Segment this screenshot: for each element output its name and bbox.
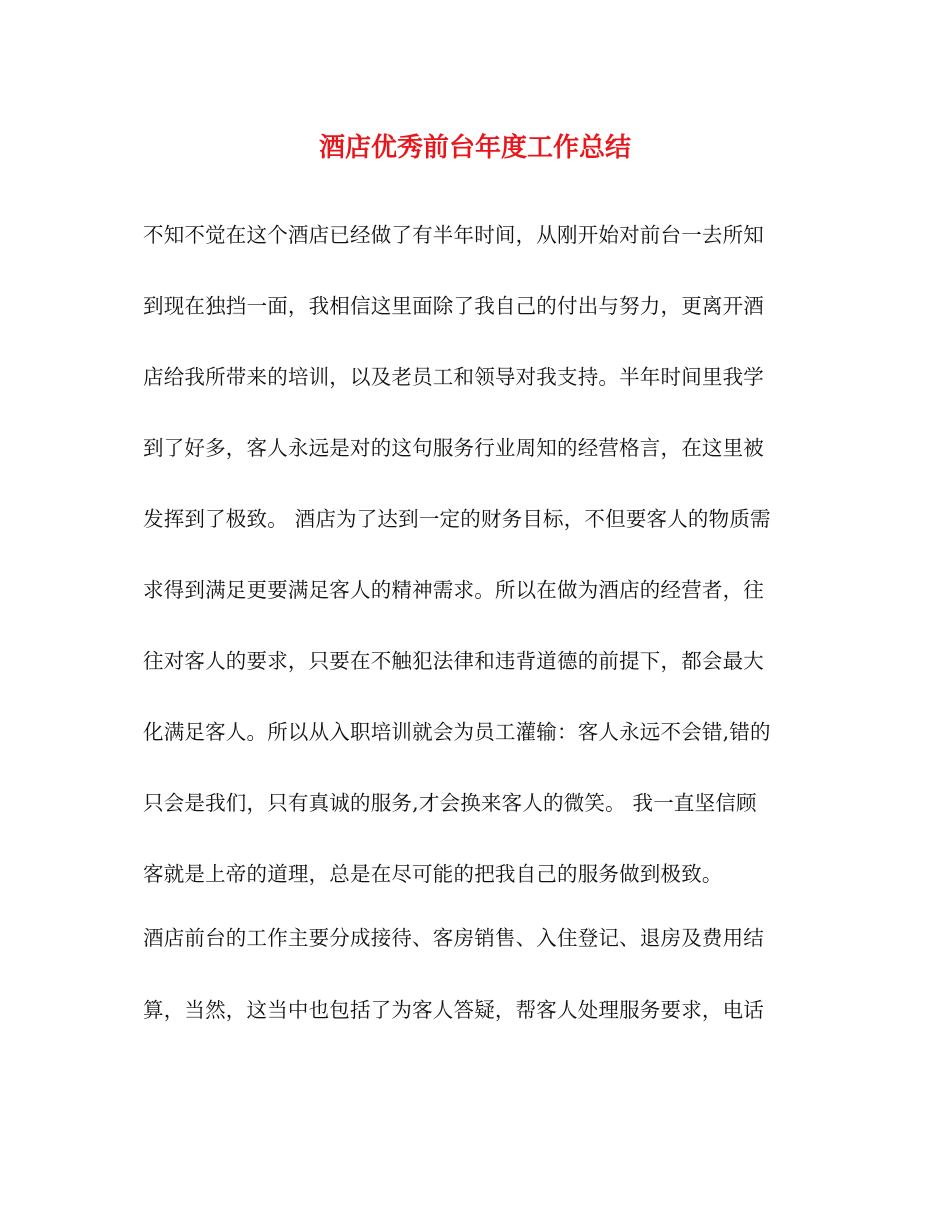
body-line-9: 只会是我们，只有真诚的服务,才会换来客人的微笑。 我一直坚信顾	[143, 791, 757, 815]
body-line-4: 到了好多，客人永远是对的这句服务行业周知的经营格言，在这里被	[143, 436, 764, 460]
body-line-1: 不知不觉在这个酒店已经做了有半年时间，从刚开始对前台一去所知	[143, 223, 764, 247]
body-line-5: 发挥到了极致。 酒店为了达到一定的财务目标，不但要客人的物质需	[143, 507, 771, 531]
body-line-8: 化满足客人。所以从入职培训就会为员工灌输：客人永远不会错,错的	[143, 720, 771, 744]
body-line-10: 客就是上帝的道理，总是在尽可能的把我自己的服务做到极致。	[143, 862, 723, 886]
body-line-3: 店给我所带来的培训，以及老员工和领导对我支持。半年时间里我学	[143, 365, 764, 389]
body-line-7: 往对客人的要求，只要在不触犯法律和违背道德的前提下，都会最大	[143, 649, 764, 673]
document-title: 酒店优秀前台年度工作总结	[318, 133, 631, 163]
body-line-2: 到现在独挡一面，我相信这里面除了我自己的付出与努力，更离开酒	[143, 294, 764, 318]
body-line-12: 算，当然，这当中也包括了为客人答疑，帮客人处理服务要求，电话	[143, 998, 764, 1022]
body-line-6: 求得到满足更要满足客人的精神需求。所以在做为酒店的经营者，往	[143, 578, 764, 602]
body-line-11: 酒店前台的工作主要分成接待、客房销售、入住登记、退房及费用结	[143, 926, 764, 950]
